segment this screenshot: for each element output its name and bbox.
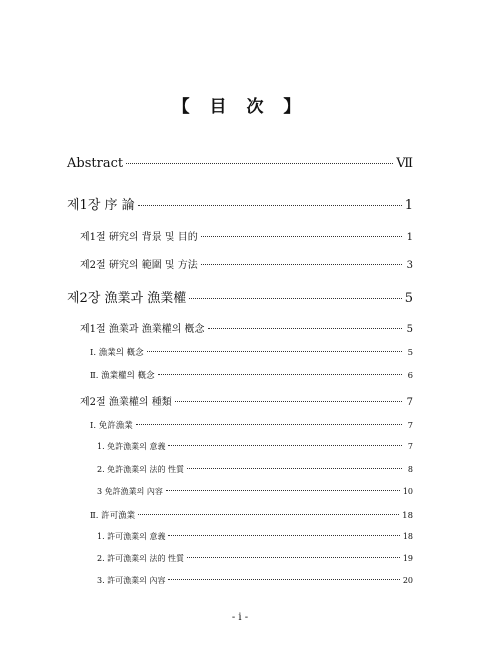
dot-leader: [168, 579, 399, 580]
dot-leader: [147, 351, 402, 352]
toc-entry-item-2-2-1-1[interactable]: [97, 441, 413, 452]
dot-leader: [187, 557, 400, 558]
toc-entry-label: Abstract: [67, 156, 124, 171]
toc-entry-subsection-2-2-1[interactable]: [90, 419, 413, 431]
toc-entry-label: 제1절 漁業과 漁業權의 槪念: [80, 324, 205, 335]
toc-entry-page: Ⅶ: [396, 156, 413, 171]
toc-entry-item-2-2-2-2[interactable]: [97, 553, 413, 564]
toc-entry-page: 5: [404, 291, 413, 306]
dot-leader: [187, 468, 402, 469]
dot-leader: [201, 264, 402, 265]
toc-entry-page: 7: [406, 397, 413, 408]
toc-entry-page: 7: [407, 442, 413, 451]
toc-entry-label: 3 免許漁業의 內容: [97, 487, 163, 496]
toc-entry-item-2-2-1-2[interactable]: [97, 464, 413, 475]
dot-leader: [136, 424, 402, 425]
dot-leader: [158, 374, 402, 375]
toc-entry-label: 1. 免許漁業의 意義: [97, 442, 166, 451]
toc-entry-page: 5: [406, 324, 413, 335]
toc-entry-item-2-2-2-3[interactable]: [97, 575, 413, 586]
toc-entry-chapter-1[interactable]: [67, 194, 413, 213]
toc-entry-label: 제2절 漁業權의 種類: [80, 397, 172, 408]
toc-entry-label: Ⅰ. 漁業의 槪念: [90, 348, 144, 358]
toc-entry-page: 6: [407, 371, 413, 381]
toc-entry-label: 제1장 序 論: [67, 198, 135, 213]
toc-entry-label: Ⅱ. 漁業權의 槪念: [90, 371, 155, 381]
toc-entry-page: 3: [406, 260, 413, 271]
toc-entry-label: 2. 免許漁業의 法的 性質: [97, 465, 184, 474]
dot-leader: [166, 490, 400, 491]
toc-entry-subsection-2-2-2[interactable]: [90, 509, 413, 521]
dot-leader: [208, 328, 402, 329]
dot-leader: [138, 205, 402, 206]
toc-entry-page: 8: [407, 465, 413, 474]
toc-entry-label: 1. 許可漁業의 意義: [97, 532, 166, 541]
dot-leader: [175, 401, 402, 402]
toc-entry-page: 1: [406, 232, 413, 243]
toc-entry-page: 7: [407, 421, 413, 431]
toc-entry-page: 5: [407, 348, 413, 358]
toc-entry-label: 제2장 漁業과 漁業權: [67, 291, 187, 306]
toc-entry-page: 18: [402, 532, 413, 541]
toc-entry-page: 20: [402, 576, 413, 585]
toc-entry-page: 18: [402, 511, 413, 521]
toc-entry-section-2-1[interactable]: [80, 320, 413, 335]
dot-leader: [138, 514, 399, 515]
page-number-footer: - i -: [231, 612, 249, 623]
toc-entry-item-2-2-2-1[interactable]: [97, 531, 413, 542]
toc-entry-label: 2. 許可漁業의 法的 性質: [97, 554, 184, 563]
toc-title: 【 目 次 】: [172, 97, 308, 117]
toc-entry-page: 1: [404, 198, 413, 213]
dot-leader: [168, 535, 399, 536]
toc-entry-page: 19: [402, 554, 413, 563]
toc-entry-chapter-2[interactable]: [67, 287, 413, 306]
dot-leader: [189, 298, 402, 299]
toc-entry-label: Ⅱ. 許可漁業: [90, 511, 136, 521]
dot-leader: [201, 236, 402, 237]
toc-entry-label: 제1절 硏究의 背景 및 目的: [80, 232, 198, 243]
toc-entry-section-2-2[interactable]: [80, 393, 413, 408]
toc-entry-abstract[interactable]: [67, 156, 413, 171]
dot-leader: [168, 445, 402, 446]
toc-entry-page: 10: [402, 487, 413, 496]
toc-entry-section-1-2[interactable]: [80, 256, 413, 271]
toc-entry-label: 제2절 硏究의 範圍 및 方法: [80, 260, 198, 271]
toc-entry-subsection-2-1-1[interactable]: [90, 346, 413, 358]
toc-entry-subsection-2-1-2[interactable]: [90, 369, 413, 381]
toc-entry-label: Ⅰ. 免許漁業: [90, 421, 133, 431]
toc-entry-section-1-1[interactable]: [80, 228, 413, 243]
toc-entry-label: 3. 許可漁業의 內容: [97, 576, 166, 585]
dot-leader: [126, 163, 393, 164]
toc-entry-item-2-2-1-3[interactable]: [97, 486, 413, 497]
